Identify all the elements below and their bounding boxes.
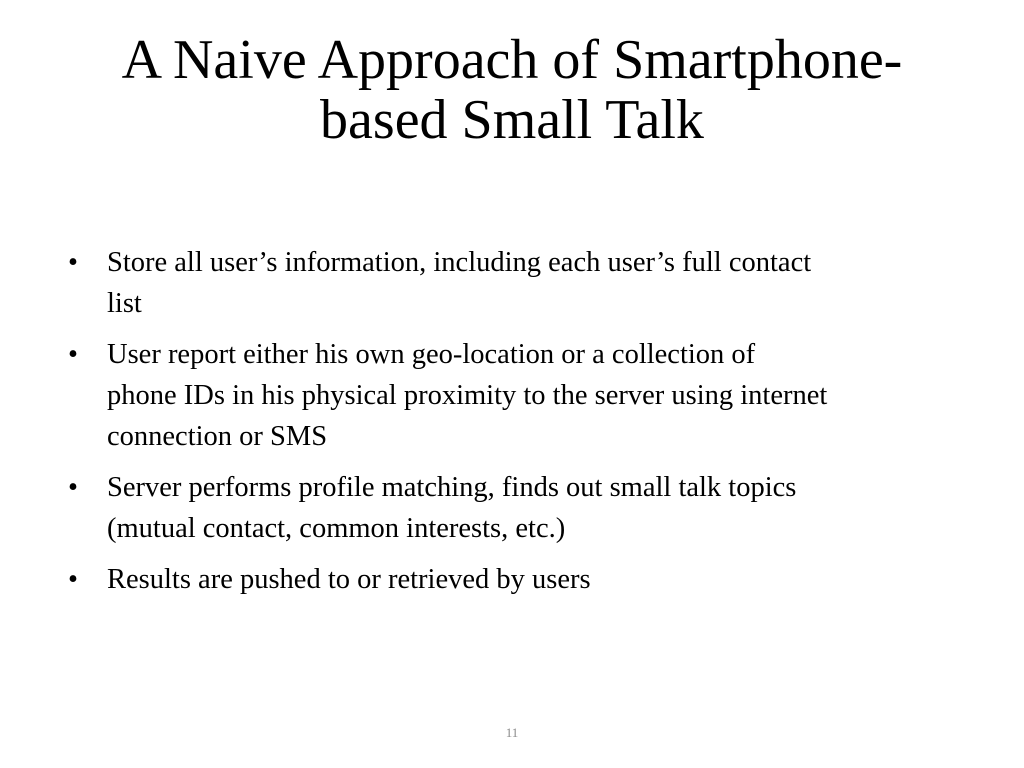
slide-title xyxy=(60,30,964,150)
bullet-item xyxy=(68,334,988,457)
bullet-item xyxy=(68,559,988,600)
bullet-icon: • xyxy=(68,472,78,503)
page-number: 11 xyxy=(505,725,519,740)
slide-title-line-2: based Small Talk xyxy=(320,89,704,151)
bullet-icon: • xyxy=(68,247,78,278)
bullet-icon: • xyxy=(68,564,78,595)
bullet-text-line: User report either his own geo-location or a collection of xyxy=(107,339,756,370)
bullet-text-line: Store all user’s information, including each user’s full contact xyxy=(107,247,812,278)
bullet-item xyxy=(68,242,988,324)
bullet-text-line: Results are pushed to or retrieved by users xyxy=(107,564,591,595)
bullet-text-line: (mutual contact, common interests, etc.) xyxy=(107,513,566,544)
bullet-text-line: phone IDs in his physical proximity to the server using internet xyxy=(107,380,828,411)
bullet-text-line: Server performs profile matching, finds out small talk topics xyxy=(107,472,797,503)
bullet-icon: • xyxy=(68,339,78,370)
bullet-item xyxy=(68,467,988,549)
bullet-text-line: connection or SMS xyxy=(107,421,328,452)
bullet-text-line: list xyxy=(107,288,142,319)
slide-title-line-1: A Naive Approach of Smartphone- xyxy=(121,29,903,91)
bullet-list xyxy=(68,242,988,610)
